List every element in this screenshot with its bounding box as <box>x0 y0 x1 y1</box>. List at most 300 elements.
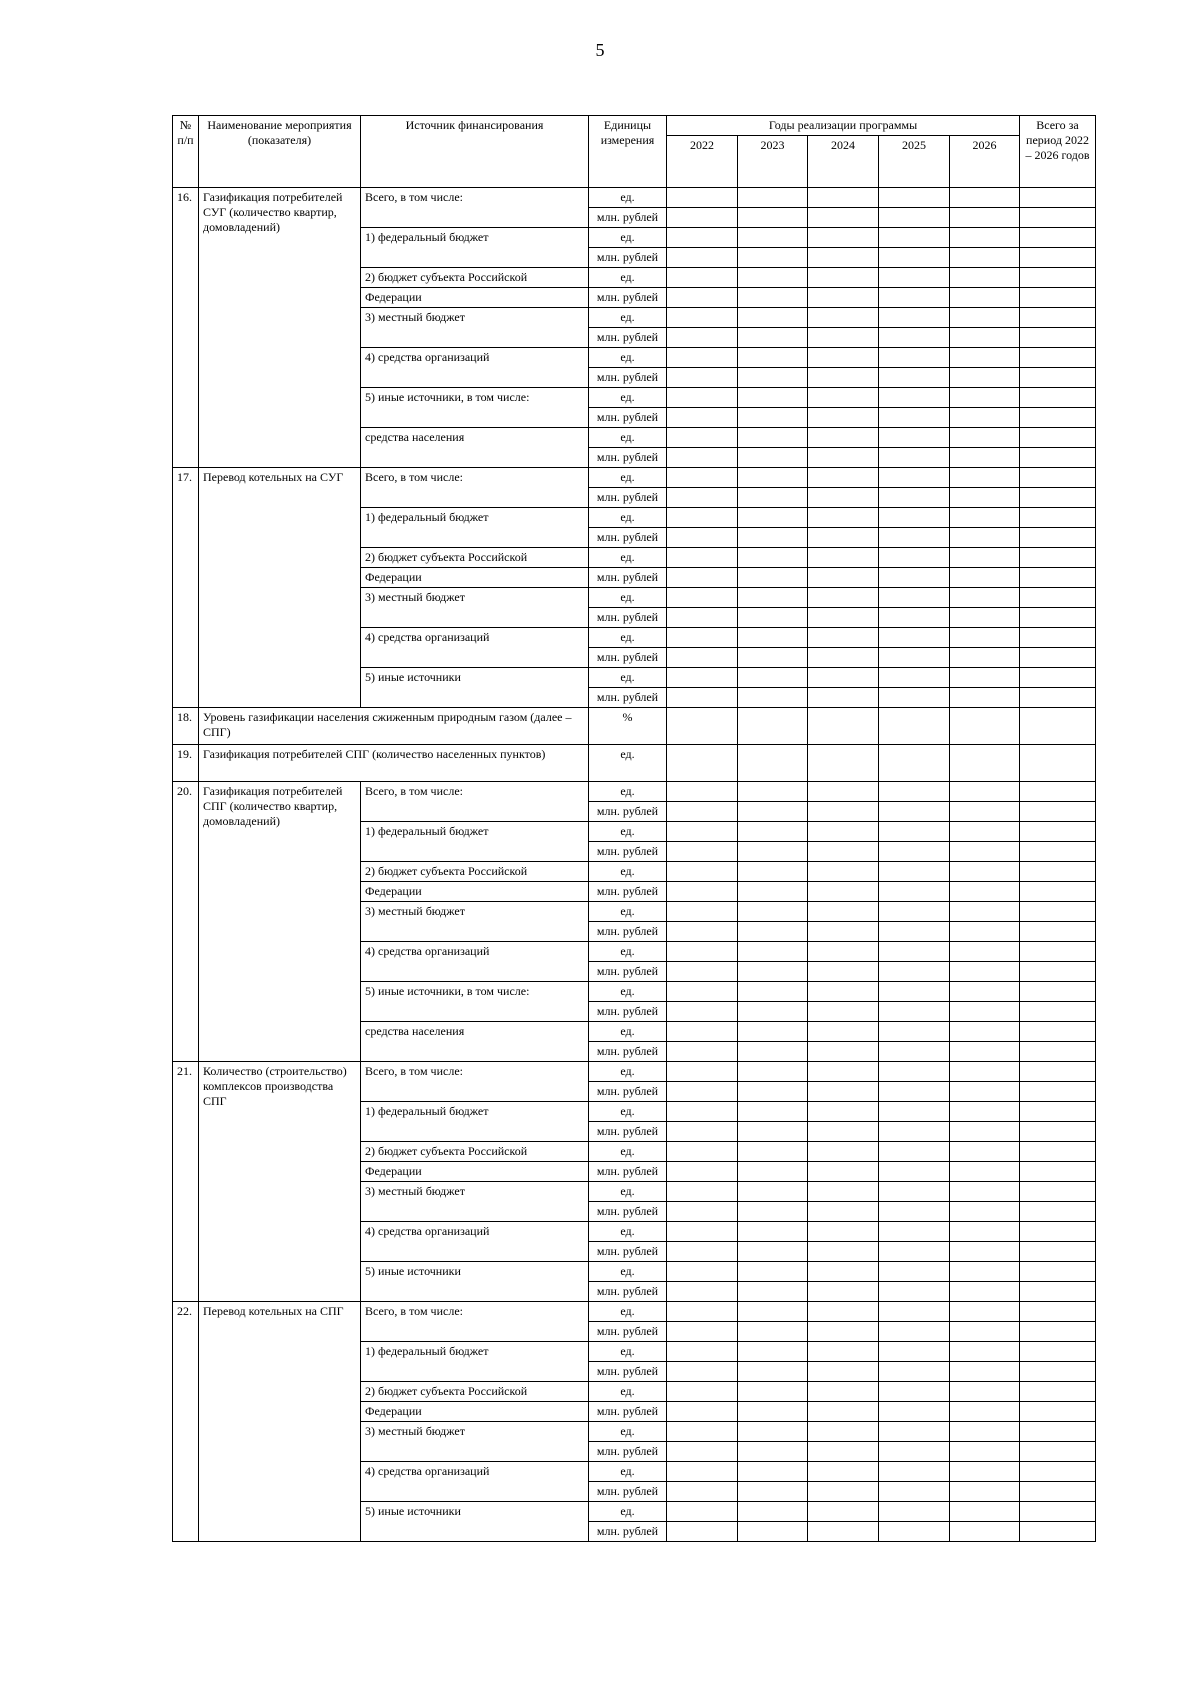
value-cell <box>808 428 879 448</box>
value-cell <box>738 328 808 348</box>
value-cell <box>1020 528 1096 548</box>
source-cell: 2) бюджет субъекта Российской <box>361 268 589 288</box>
value-cell <box>879 1042 950 1062</box>
unit-cell: млн. рублей <box>589 1282 667 1302</box>
value-cell <box>808 568 879 588</box>
value-cell <box>879 408 950 428</box>
value-cell <box>879 648 950 668</box>
unit-cell: ед. <box>589 745 667 782</box>
value-cell <box>1020 1242 1096 1262</box>
value-cell <box>1020 1322 1096 1342</box>
value-cell <box>879 1482 950 1502</box>
value-cell <box>738 208 808 228</box>
value-cell <box>950 688 1020 708</box>
value-cell <box>667 1102 738 1122</box>
value-cell <box>950 228 1020 248</box>
unit-cell: ед. <box>589 268 667 288</box>
value-cell <box>1020 1402 1096 1422</box>
value-cell <box>879 548 950 568</box>
value-cell <box>738 842 808 862</box>
value-cell <box>808 745 879 782</box>
value-cell <box>667 902 738 922</box>
source-cell: Федерации <box>361 1162 589 1182</box>
value-cell <box>738 508 808 528</box>
value-cell <box>808 1402 879 1422</box>
source-cell: 1) федеральный бюджет <box>361 822 589 862</box>
value-cell <box>879 1362 950 1382</box>
value-cell <box>879 1262 950 1282</box>
value-cell <box>738 568 808 588</box>
value-cell <box>738 1502 808 1522</box>
source-cell: Всего, в том числе: <box>361 1302 589 1342</box>
value-cell <box>808 328 879 348</box>
value-cell <box>667 328 738 348</box>
value-cell <box>667 842 738 862</box>
value-cell <box>950 1442 1020 1462</box>
value-cell <box>1020 1262 1096 1282</box>
value-cell <box>738 1082 808 1102</box>
value-cell <box>950 1522 1020 1542</box>
value-cell <box>1020 1342 1096 1362</box>
value-cell <box>1020 942 1096 962</box>
value-cell <box>667 608 738 628</box>
value-cell <box>808 1502 879 1522</box>
value-cell <box>667 1062 738 1082</box>
unit-cell: млн. рублей <box>589 248 667 268</box>
value-cell <box>950 408 1020 428</box>
value-cell <box>950 248 1020 268</box>
unit-cell: млн. рублей <box>589 568 667 588</box>
unit-cell: млн. рублей <box>589 1122 667 1142</box>
value-cell <box>738 528 808 548</box>
value-cell <box>1020 962 1096 982</box>
header-name: Наименование мероприятия (показателя) <box>199 116 361 188</box>
value-cell <box>667 802 738 822</box>
value-cell <box>950 708 1020 745</box>
unit-cell: млн. рублей <box>589 802 667 822</box>
value-cell <box>879 822 950 842</box>
unit-cell: млн. рублей <box>589 448 667 468</box>
value-cell <box>1020 688 1096 708</box>
unit-cell: ед. <box>589 782 667 802</box>
value-cell <box>950 1142 1020 1162</box>
value-cell <box>950 468 1020 488</box>
value-cell <box>1020 1522 1096 1542</box>
source-cell: 3) местный бюджет <box>361 308 589 348</box>
source-cell: 3) местный бюджет <box>361 588 589 628</box>
value-cell <box>667 1162 738 1182</box>
unit-cell: млн. рублей <box>589 208 667 228</box>
value-cell <box>738 648 808 668</box>
value-cell <box>808 408 879 428</box>
row-number: 19. <box>173 745 199 782</box>
table-row <box>173 468 1096 488</box>
header-years-group: Годы реализации программы <box>667 116 1020 136</box>
unit-cell: ед. <box>589 628 667 648</box>
value-cell <box>950 648 1020 668</box>
measure-name: Газификация потребителей СПГ (количество квартир, домовладений) <box>199 782 361 1062</box>
value-cell <box>738 1282 808 1302</box>
value-cell <box>879 668 950 688</box>
page-number: 5 <box>595 40 605 60</box>
value-cell <box>667 708 738 745</box>
value-cell <box>808 668 879 688</box>
value-cell <box>808 708 879 745</box>
value-cell <box>879 248 950 268</box>
value-cell <box>950 488 1020 508</box>
value-cell <box>667 688 738 708</box>
value-cell <box>808 1142 879 1162</box>
value-cell <box>1020 648 1096 668</box>
value-cell <box>667 1242 738 1262</box>
value-cell <box>950 982 1020 1002</box>
unit-cell: млн. рублей <box>589 1442 667 1462</box>
value-cell <box>667 448 738 468</box>
value-cell <box>879 1502 950 1522</box>
unit-cell: млн. рублей <box>589 1402 667 1422</box>
value-cell <box>808 628 879 648</box>
unit-cell: ед. <box>589 1222 667 1242</box>
value-cell <box>1020 822 1096 842</box>
value-cell <box>667 1322 738 1342</box>
value-cell <box>808 1002 879 1022</box>
value-cell <box>808 608 879 628</box>
value-cell <box>950 668 1020 688</box>
value-cell <box>1020 1102 1096 1122</box>
value-cell <box>667 228 738 248</box>
value-cell <box>950 588 1020 608</box>
value-cell <box>879 1202 950 1222</box>
value-cell <box>738 268 808 288</box>
value-cell <box>667 1422 738 1442</box>
value-cell <box>950 328 1020 348</box>
value-cell <box>879 1122 950 1142</box>
value-cell <box>879 1282 950 1302</box>
value-cell <box>808 1442 879 1462</box>
value-cell <box>1020 228 1096 248</box>
source-cell: Всего, в том числе: <box>361 1062 589 1102</box>
value-cell <box>808 882 879 902</box>
value-cell <box>667 188 738 208</box>
value-cell <box>1020 1142 1096 1162</box>
value-cell <box>808 842 879 862</box>
value-cell <box>667 1282 738 1302</box>
value-cell <box>667 488 738 508</box>
value-cell <box>879 1102 950 1122</box>
header-total: Всего за период 2022 – 2026 годов <box>1020 116 1096 188</box>
value-cell <box>879 288 950 308</box>
table-row <box>173 1302 1096 1322</box>
unit-cell: ед. <box>589 982 667 1002</box>
value-cell <box>667 982 738 1002</box>
measure-name: Уровень газификации населения сжиженным природным газом (далее – СПГ) <box>199 708 589 745</box>
value-cell <box>738 488 808 508</box>
row-number: 21. <box>173 1062 199 1302</box>
value-cell <box>808 1202 879 1222</box>
measure-name: Газификация потребителей СПГ (количество населенных пунктов) <box>199 745 589 782</box>
value-cell <box>667 745 738 782</box>
value-cell <box>950 842 1020 862</box>
source-cell: 5) иные источники, в том числе: <box>361 982 589 1022</box>
value-cell <box>1020 708 1096 745</box>
value-cell <box>667 1482 738 1502</box>
value-cell <box>738 782 808 802</box>
value-cell <box>738 1262 808 1282</box>
unit-cell: млн. рублей <box>589 368 667 388</box>
value-cell <box>738 1182 808 1202</box>
value-cell <box>808 288 879 308</box>
value-cell <box>1020 842 1096 862</box>
value-cell <box>1020 668 1096 688</box>
value-cell <box>950 428 1020 448</box>
value-cell <box>950 388 1020 408</box>
source-cell: средства населения <box>361 428 589 468</box>
value-cell <box>667 1302 738 1322</box>
value-cell <box>808 1422 879 1442</box>
value-cell <box>738 1202 808 1222</box>
value-cell <box>950 628 1020 648</box>
value-cell <box>808 1462 879 1482</box>
measure-name: Газификация потребителей СУГ (количество квартир, домовладений) <box>199 188 361 468</box>
value-cell <box>738 745 808 782</box>
value-cell <box>879 188 950 208</box>
value-cell <box>1020 548 1096 568</box>
value-cell <box>667 1042 738 1062</box>
value-cell <box>950 962 1020 982</box>
value-cell <box>738 1402 808 1422</box>
unit-cell: млн. рублей <box>589 528 667 548</box>
row-number: 17. <box>173 468 199 708</box>
value-cell <box>879 608 950 628</box>
unit-cell: ед. <box>589 508 667 528</box>
value-cell <box>738 408 808 428</box>
value-cell <box>879 1162 950 1182</box>
value-cell <box>738 368 808 388</box>
value-cell <box>667 942 738 962</box>
value-cell <box>950 268 1020 288</box>
value-cell <box>667 1382 738 1402</box>
value-cell <box>1020 268 1096 288</box>
value-cell <box>879 962 950 982</box>
unit-cell: млн. рублей <box>589 288 667 308</box>
value-cell <box>1020 1182 1096 1202</box>
value-cell <box>879 1382 950 1402</box>
value-cell <box>1020 408 1096 428</box>
value-cell <box>950 508 1020 528</box>
value-cell <box>1020 1062 1096 1082</box>
source-cell: 5) иные источники <box>361 1502 589 1542</box>
value-cell <box>879 428 950 448</box>
value-cell <box>808 688 879 708</box>
source-cell: 5) иные источники <box>361 668 589 708</box>
value-cell <box>667 468 738 488</box>
value-cell <box>667 208 738 228</box>
value-cell <box>950 882 1020 902</box>
value-cell <box>808 308 879 328</box>
unit-cell: ед. <box>589 1022 667 1042</box>
value-cell <box>808 508 879 528</box>
value-cell <box>808 548 879 568</box>
value-cell <box>1020 1082 1096 1102</box>
value-cell <box>950 902 1020 922</box>
unit-cell: млн. рублей <box>589 1362 667 1382</box>
value-cell <box>667 1262 738 1282</box>
value-cell <box>667 922 738 942</box>
value-cell <box>738 1042 808 1062</box>
value-cell <box>738 802 808 822</box>
unit-cell: млн. рублей <box>589 648 667 668</box>
value-cell <box>808 942 879 962</box>
value-cell <box>738 982 808 1002</box>
value-cell <box>879 1462 950 1482</box>
value-cell <box>738 1022 808 1042</box>
value-cell <box>950 922 1020 942</box>
value-cell <box>879 588 950 608</box>
unit-cell: млн. рублей <box>589 962 667 982</box>
value-cell <box>667 648 738 668</box>
value-cell <box>879 922 950 942</box>
value-cell <box>808 802 879 822</box>
value-cell <box>738 688 808 708</box>
value-cell <box>879 368 950 388</box>
value-cell <box>738 1122 808 1142</box>
value-cell <box>879 1342 950 1362</box>
value-cell <box>667 1122 738 1142</box>
source-cell: 2) бюджет субъекта Российской <box>361 862 589 882</box>
source-cell: 4) средства организаций <box>361 942 589 982</box>
value-cell <box>950 308 1020 328</box>
value-cell <box>667 1022 738 1042</box>
value-cell <box>808 962 879 982</box>
unit-cell: млн. рублей <box>589 1002 667 1022</box>
value-cell <box>950 368 1020 388</box>
value-cell <box>879 902 950 922</box>
value-cell <box>738 388 808 408</box>
table-header <box>173 116 1096 188</box>
value-cell <box>879 1242 950 1262</box>
value-cell <box>1020 1162 1096 1182</box>
value-cell <box>808 1482 879 1502</box>
value-cell <box>667 668 738 688</box>
source-cell: 2) бюджет субъекта Российской <box>361 548 589 568</box>
unit-cell: ед. <box>589 668 667 688</box>
value-cell <box>950 1302 1020 1322</box>
value-cell <box>738 1102 808 1122</box>
value-cell <box>808 588 879 608</box>
value-cell <box>667 882 738 902</box>
unit-cell: млн. рублей <box>589 608 667 628</box>
value-cell <box>667 628 738 648</box>
value-cell <box>738 1142 808 1162</box>
value-cell <box>667 782 738 802</box>
value-cell <box>667 1462 738 1482</box>
value-cell <box>1020 1202 1096 1222</box>
value-cell <box>808 188 879 208</box>
value-cell <box>1020 188 1096 208</box>
value-cell <box>667 1522 738 1542</box>
value-cell <box>1020 1442 1096 1462</box>
value-cell <box>879 688 950 708</box>
measure-name: Перевод котельных на СПГ <box>199 1302 361 1542</box>
value-cell <box>950 528 1020 548</box>
value-cell <box>950 1082 1020 1102</box>
value-cell <box>667 308 738 328</box>
unit-cell: ед. <box>589 1062 667 1082</box>
value-cell <box>950 608 1020 628</box>
value-cell <box>667 962 738 982</box>
source-cell: 3) местный бюджет <box>361 1182 589 1222</box>
value-cell <box>1020 882 1096 902</box>
value-cell <box>1020 308 1096 328</box>
header-source: Источник финансирования <box>361 116 589 188</box>
value-cell <box>1020 328 1096 348</box>
unit-cell: млн. рублей <box>589 1322 667 1342</box>
value-cell <box>950 568 1020 588</box>
value-cell <box>808 1342 879 1362</box>
unit-cell: ед. <box>589 388 667 408</box>
source-cell: 1) федеральный бюджет <box>361 228 589 268</box>
value-cell <box>738 348 808 368</box>
value-cell <box>879 982 950 1002</box>
value-cell <box>738 248 808 268</box>
value-cell <box>1020 488 1096 508</box>
value-cell <box>667 1142 738 1162</box>
unit-cell: ед. <box>589 428 667 448</box>
value-cell <box>808 1362 879 1382</box>
value-cell <box>738 428 808 448</box>
value-cell <box>879 1002 950 1022</box>
value-cell <box>1020 745 1096 782</box>
value-cell <box>879 528 950 548</box>
unit-cell: ед. <box>589 348 667 368</box>
value-cell <box>808 1062 879 1082</box>
value-cell <box>808 922 879 942</box>
value-cell <box>667 348 738 368</box>
value-cell <box>808 1022 879 1042</box>
value-cell <box>950 1062 1020 1082</box>
value-cell <box>879 1182 950 1202</box>
source-cell: 4) средства организаций <box>361 348 589 388</box>
value-cell <box>950 1242 1020 1262</box>
value-cell <box>950 1402 1020 1422</box>
value-cell <box>738 1382 808 1402</box>
value-cell <box>879 842 950 862</box>
row-number: 22. <box>173 1302 199 1542</box>
value-cell <box>1020 248 1096 268</box>
unit-cell: ед. <box>589 1462 667 1482</box>
source-cell: 5) иные источники <box>361 1262 589 1302</box>
value-cell <box>1020 1222 1096 1242</box>
value-cell <box>738 288 808 308</box>
value-cell <box>950 1482 1020 1502</box>
source-cell: 4) средства организаций <box>361 628 589 668</box>
value-cell <box>808 822 879 842</box>
value-cell <box>950 548 1020 568</box>
table-row <box>173 708 1096 745</box>
unit-cell: млн. рублей <box>589 1482 667 1502</box>
value-cell <box>808 1382 879 1402</box>
value-cell <box>950 1342 1020 1362</box>
table-row <box>173 782 1096 802</box>
value-cell <box>879 882 950 902</box>
value-cell <box>808 1102 879 1122</box>
unit-cell: млн. рублей <box>589 688 667 708</box>
header-year: 2024 <box>808 136 879 188</box>
value-cell <box>950 942 1020 962</box>
value-cell <box>667 1082 738 1102</box>
value-cell <box>738 1162 808 1182</box>
value-cell <box>667 268 738 288</box>
